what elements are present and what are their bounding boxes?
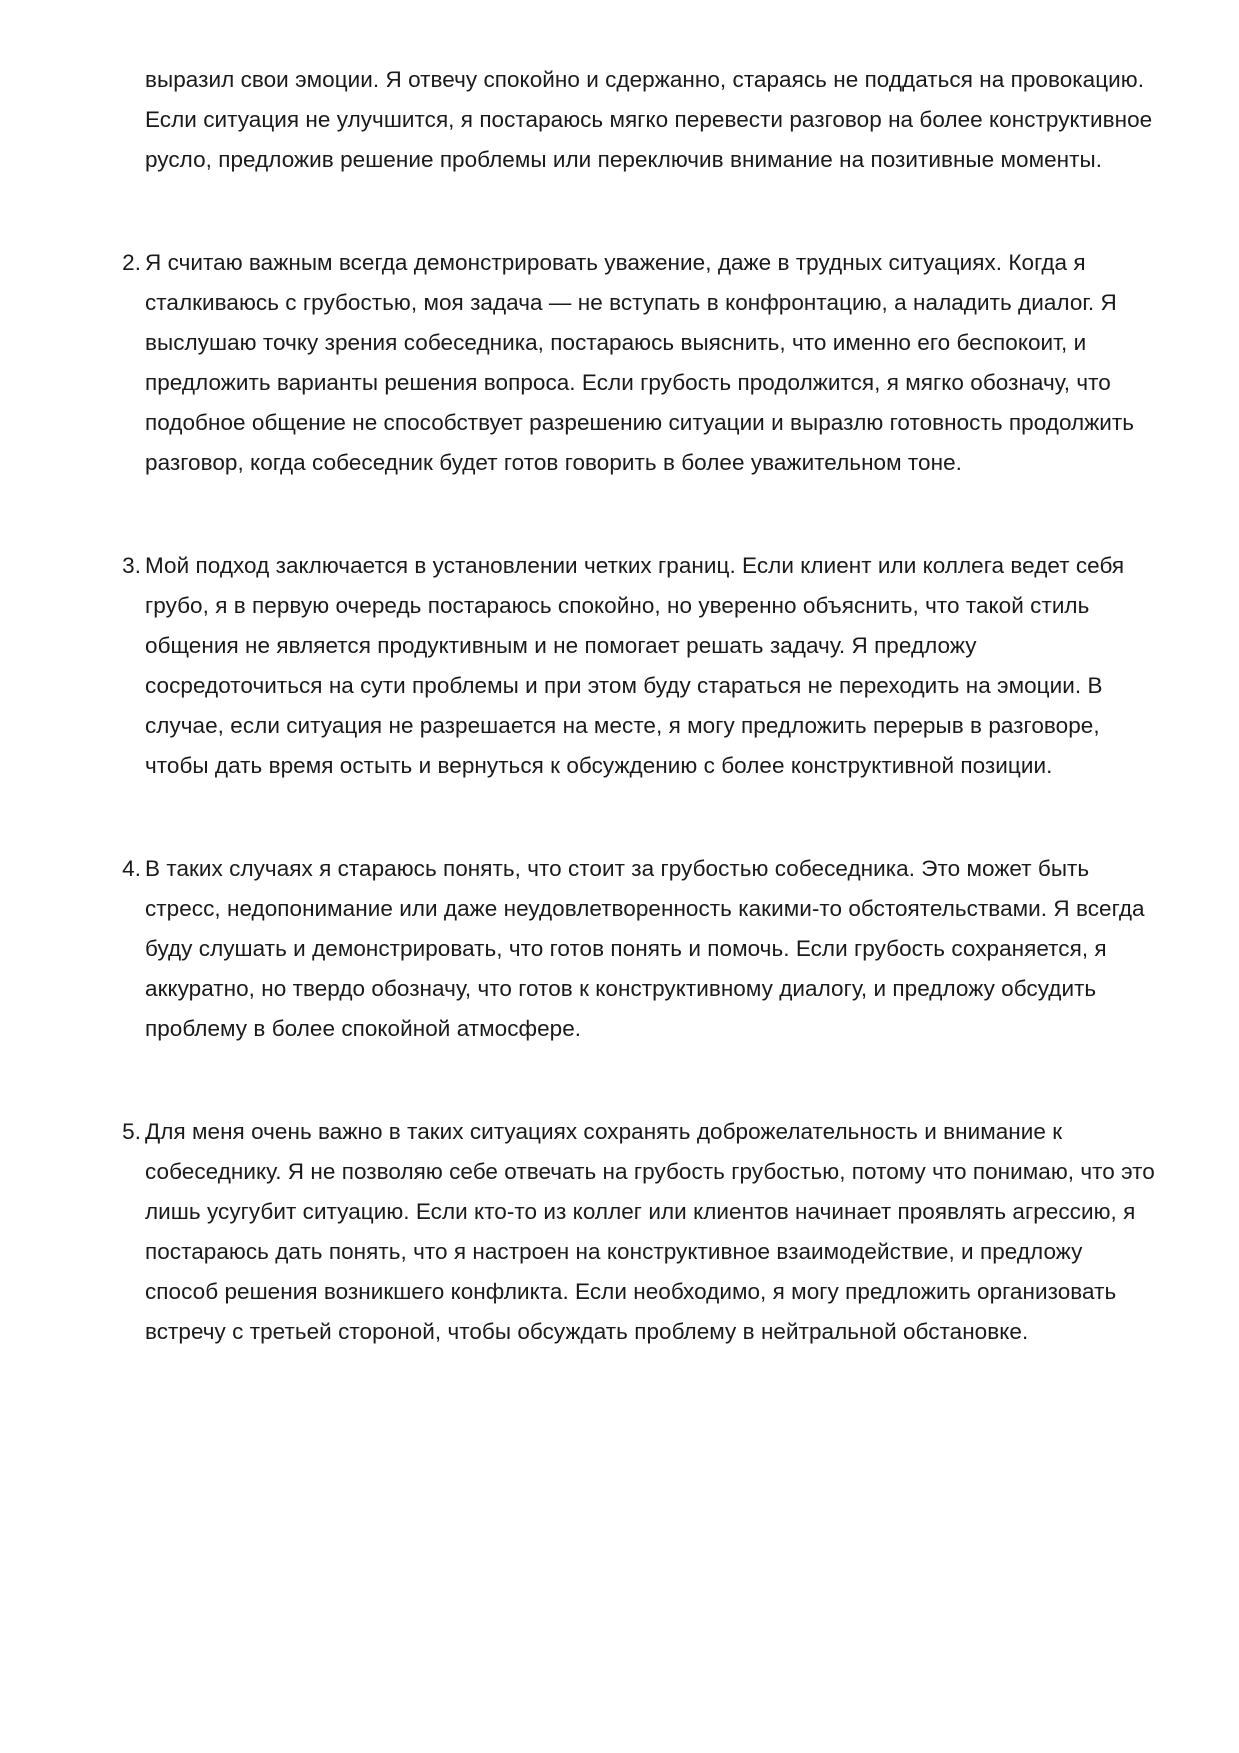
list-item xyxy=(122,849,1155,1049)
list-item-number: 3. xyxy=(122,553,141,578)
continuation-paragraph xyxy=(145,60,1155,180)
list-item-number: 5. xyxy=(122,1119,141,1144)
list-item-number: 4. xyxy=(122,856,141,881)
list-item-text: Я считаю важным всегда демонстрировать уважение, даже в трудных ситуациях. Когда я сталкиваюсь с грубостью, моя задача — не вступать в конфронтацию, а наладить диалог. Я выслушаю точку зрения собеседника, постараюсь выяснить, что именно его беспокоит, и предложить варианты решения вопроса. Если грубость продолжится, я мягко обозначу, что подобное общение не способствует разрешению ситуации и выразлю готовность продолжить разговор, когда собеседник будет готов говорить в более уважительном тоне. xyxy=(145,250,1135,475)
list-item-text: Мой подход заключается в установлении четких границ. Если клиент или коллега ведет себя грубо, я в первую очередь постараюсь спокойно, но уверенно объяснить, что такой стиль общения не является продуктивным и не помогает решать задачу. Я предложу сосредоточиться на сути проблемы и при этом буду стараться не переходить на эмоции. В случае, если ситуация не разрешается на месте, я могу предложить перерыв в разговоре, чтобы дать время остыть и вернуться к обсуждению с более конструктивной позиции. xyxy=(145,553,1125,778)
list-item-text: В таких случаях я стараюсь понять, что стоит за грубостью собеседника. Это может быть стресс, недопонимание или даже неудовлетворенность какими-то обстоятельствами. Я всегда буду слушать и демонстрировать, что готов понять и помочь. Если грубость сохраняется, я аккуратно, но твердо обозначу, что готов к конструктивному диалогу, и предложу обсудить проблему в более спокойной атмосфере. xyxy=(145,856,1145,1041)
list-item-text: Для меня очень важно в таких ситуациях сохранять доброжелательность и внимание к собеседнику. Я не позволяю себе отвечать на грубость грубостью, потому что понимаю, что это лишь усугубит ситуацию. Если кто-то из коллег или клиентов начинает проявлять агрессию, я постараюсь дать понять, что я настроен на конструктивное взаимодействие, и предложу способ решения возникшего конфликта. Если необходимо, я могу предложить организовать встречу с третьей стороной, чтобы обсуждать проблему в нейтральной обстановке. xyxy=(145,1119,1155,1344)
list-item xyxy=(122,1112,1155,1352)
list-item xyxy=(122,243,1155,483)
list-item-number: 2. xyxy=(122,250,141,275)
continuation-text: выразил свои эмоции. Я отвечу спокойно и сдержанно, стараясь не поддаться на провокацию. Если ситуация не улучшится, я постараюсь мягко перевести разговор на более конструктивное русло, предложив решение проблемы или переключив внимание на позитивные моменты. xyxy=(145,67,1153,172)
list-item xyxy=(122,546,1155,786)
